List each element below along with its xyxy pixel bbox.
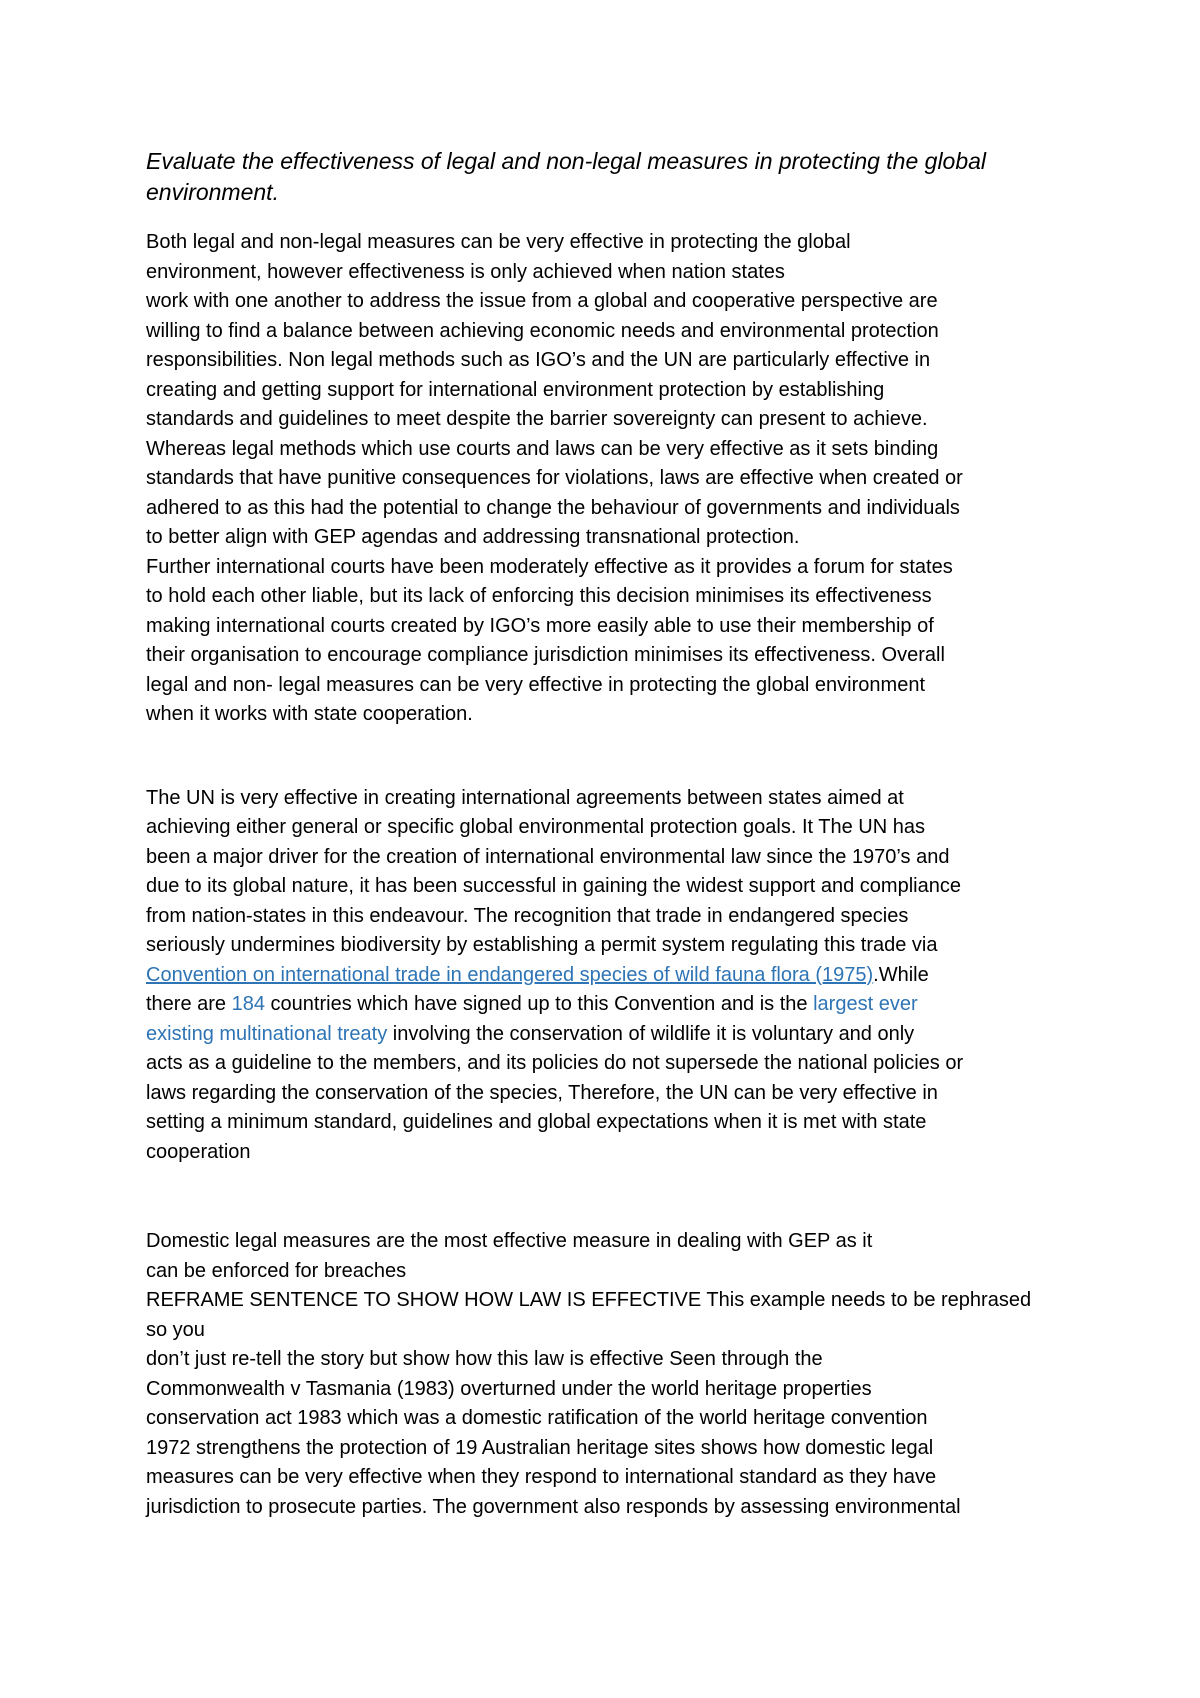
text-line: Domestic legal measures are the most effective measure in dealing with GEP as it [146,1230,873,1252]
text-line: REFRAME SENTENCE TO SHOW HOW LAW IS EFFECTIVE This example needs to be rephrased [146,1289,1032,1311]
paragraph-un-effectiveness [146,784,1076,1168]
text-line: achieving either general or specific global environmental protection goals. It The UN has [146,816,925,838]
text-line: when it works with state cooperation. [146,703,473,725]
paragraph-introduction [146,228,1076,730]
treaty-highlight: largest ever [813,993,918,1015]
text-line: setting a minimum standard, guidelines and global expectations when it is met with state [146,1111,927,1133]
text-line: don’t just re-tell the story but show how this law is effective Seen through the [146,1348,823,1370]
essay-question-line: Evaluate the effectiveness of legal and non-legal measures in protecting the global [146,148,987,174]
text-line: to hold each other liable, but its lack of enforcing this decision minimises its effectiveness [146,585,932,607]
text-line [146,990,1076,1020]
essay-question [146,146,1076,208]
text-line: to better align with GEP agendas and addressing transnational protection. [146,526,800,548]
text-fragment: there are [146,993,232,1015]
treaty-highlight: existing multinational treaty [146,1022,388,1045]
text-line: measures can be very effective when they respond to international standard as they have [146,1466,937,1488]
text-line: adhered to as this had the potential to change the behaviour of governments and individuals [146,496,960,519]
text-line: Commonwealth v Tasmania (1983) overturned under the world heritage properties [146,1377,872,1400]
text-line: Further international courts have been moderately effective as it provides a forum for states [146,555,953,578]
text-line: been a major driver for the creation of international environmental law since the 1970’s and [146,845,950,868]
paragraph-domestic-measures [146,1227,1076,1522]
text-line: seriously undermines biodiversity by establishing a permit system regulating this trade via [146,934,938,956]
text-line: standards and guidelines to meet despite the barrier sovereignty can present to achieve. [146,408,928,430]
text-line: work with one another to address the issue from a global and cooperative perspective are [146,290,938,312]
paragraph-spacer [146,1167,1076,1227]
text-fragment: involving the conservation of wildlife it is voluntary and only [387,1022,915,1045]
text-line: cooperation [146,1140,251,1163]
paragraph-spacer [146,730,1076,784]
text-line [146,1020,1076,1050]
text-line: their organisation to encourage compliance jurisdiction minimises its effectiveness. Overall [146,644,945,666]
document-page [146,146,1076,1522]
text-line: due to its global nature, it has been successful in gaining the widest support and compliance [146,875,961,897]
cites-convention-link[interactable]: Convention on international trade in endangered species of wild fauna flora (1975) [146,963,874,986]
text-line [146,961,1076,991]
country-count-highlight: 184 [231,993,265,1015]
text-line: The UN is very effective in creating international agreements between states aimed at [146,786,904,809]
text-line: willing to find a balance between achieving economic needs and environmental protection [146,319,939,342]
essay-question-line: environment. [146,179,279,205]
text-line: 1972 strengthens the protection of 19 Australian heritage sites shows how domestic legal [146,1436,934,1459]
text-line: acts as a guideline to the members, and its policies do not supersede the national policies or [146,1052,964,1074]
text-line: creating and getting support for international environment protection by establishing [146,378,885,401]
text-line: environment, however effectiveness is only achieved when nation states [146,260,785,283]
text-line: can be enforced for breaches [146,1259,407,1282]
text-line: responsibilities. Non legal methods such as IGO’s and the UN are particularly effective in [146,349,931,371]
text-line: so you [146,1318,205,1341]
text-line: laws regarding the conservation of the species, Therefore, the UN can be very effective in [146,1081,938,1104]
text-line: Whereas legal methods which use courts and laws can be very effective as it sets binding [146,437,939,460]
text-fragment: countries which have signed up to this Convention and is the [264,993,814,1015]
text-line: standards that have punitive consequences for violations, laws are effective when created or [146,467,963,489]
text-line: making international courts created by IGO’s more easily able to use their membership of [146,614,934,637]
text-line: Both legal and non-legal measures can be very effective in protecting the global [146,231,851,253]
text-line: legal and non- legal measures can be very effective in protecting the global environment [146,673,925,696]
text-line: from nation-states in this endeavour. The recognition that trade in endangered species [146,904,909,927]
text-line: jurisdiction to prosecute parties. The government also responds by assessing environmental [146,1495,961,1518]
text-fragment: .While [873,963,929,986]
text-line: conservation act 1983 which was a domestic ratification of the world heritage convention [146,1407,928,1429]
